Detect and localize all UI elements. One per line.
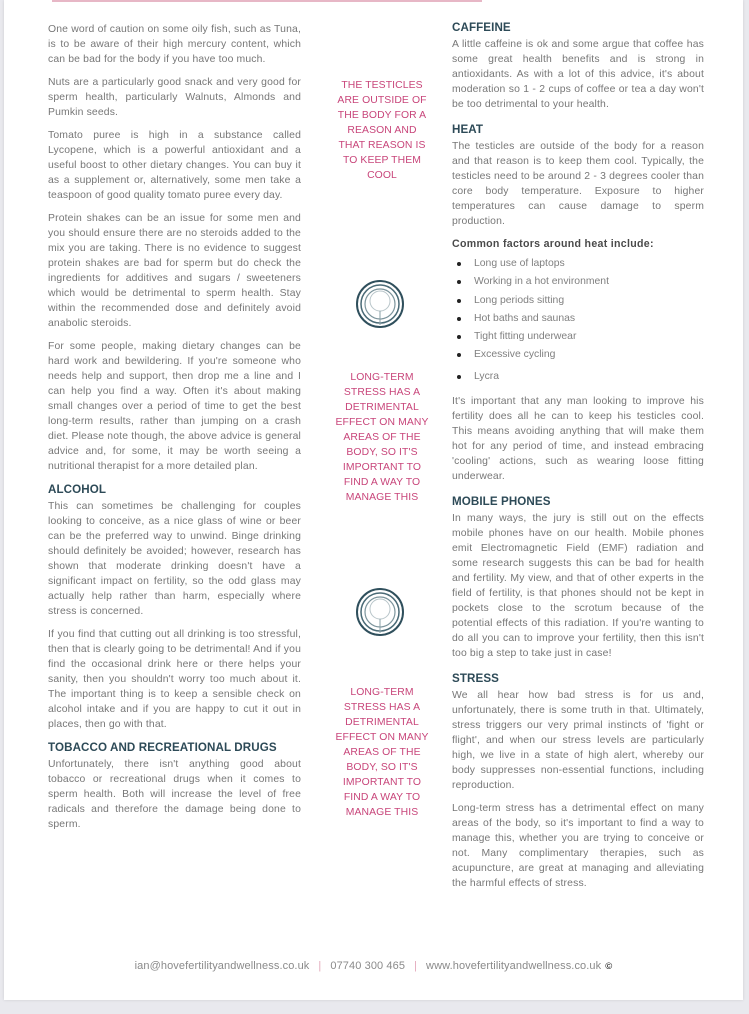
dietary-support-paragraph: For some people, making dietary changes can be hard work and bewildering. If you're someone who needs help and support, then drop me a line and I can help you find a way. Often it's about making small changes over a period of time to get the best long-term results, rather than jumping on a crash diet. Please note though, the above advice is general advice and, for some, it may be worth seeing a nutritional therapist for a more detailed plan. (48, 341, 301, 472)
list-item (452, 255, 704, 273)
list-item (452, 346, 704, 364)
list-item-text: Hot baths and saunas (474, 312, 576, 324)
concentric-circles-logo-icon (354, 586, 406, 638)
tobacco-paragraph: Unfortunately, there isn't anything good about tobacco or recreational drugs when it comes to sperm health. Both will increase the level of free radicals and therefore the damage being done to sperm. (48, 759, 301, 830)
footer-separator: | (414, 960, 418, 972)
pull-quote: LONG-TERM STRESS HAS A DETRIMENTAL EFFECT ON MANY AREAS OF THE BODY, SO IT'S IMPORTANT TO FIND A WAY TO MANAGE THIS (335, 372, 429, 503)
list-item-text: Lycra (474, 370, 500, 382)
top-divider (52, 0, 482, 2)
list-item-text: Excessive cycling (474, 349, 556, 361)
heat-factors-label: Common factors around heat include: (452, 238, 654, 250)
bullet-icon (457, 317, 461, 321)
footer-email-link[interactable]: ian@hovefertilityandwellness.co.uk (134, 960, 310, 972)
list-item (452, 292, 704, 310)
stress-paragraph: We all hear how bad stress is for us and, unfortunately, there is some truth in that. Ultimately, stress triggers our very primal instincts of 'fight or flight', and when our stress levels are particularly high, we live in a state of high alert, whereby our body suppresses non-essential functions, including reproduction. (452, 690, 704, 792)
bullet-icon (457, 299, 461, 303)
nuts-paragraph: Nuts are a particularly good snack and very good for sperm health, particularly Walnuts, Almonds and Pumkin seeds. (48, 77, 301, 118)
bullet-icon (457, 375, 461, 379)
caffeine-heading: CAFFEINE (452, 21, 511, 34)
list-item-text: Working in a hot environment (474, 276, 609, 288)
footer-website-link[interactable]: www.hovefertilityandwellness.co.uk (426, 960, 602, 972)
bullet-icon (457, 280, 461, 284)
stress-paragraph: Long-term stress has a detrimental effect on many areas of the body, so it's important to find a way to manage this, whether you are trying to conceive or not. Many complimentary therapies, such as acupuncture, are great at managing and alleviating the harmful effects of stress. (452, 803, 704, 890)
mobile-phones-paragraph: In many ways, the jury is still out on the effects mobile phones have on our health. Mobile phones emit Electromagnetic Field (EMF) radiation and some research suggests this can be bad for health and fertility. My view, and that of other experts in the field of fertility, is that phones should not be kept in pockets close to the scrotum because of the potential effects of this radiation. If you're wanting to do all you can to improve your fertility, then this isn't too big a step to take just in case! (452, 513, 704, 660)
tomato-paragraph: Tomato puree is high in a substance called Lycopene, which is a powerful antioxidant and a useful boost to other dietary changes. You can buy it as a supplement or, alternatively, some men take a teaspoon of good quality tomato puree every day. (48, 130, 301, 201)
pull-quote: LONG-TERM STRESS HAS A DETRIMENTAL EFFECT ON MANY AREAS OF THE BODY, SO IT'S IMPORTANT TO FIND A WAY TO MANAGE THIS (335, 687, 429, 818)
alcohol-heading: ALCOHOL (48, 483, 107, 496)
footer-separator: | (318, 960, 322, 972)
list-item (452, 328, 704, 346)
document-page (4, 0, 743, 1000)
heat-paragraph: The testicles are outside of the body for a reason and that reason is to keep them cool. Typically, the testicles need to be around 2 - 3 degrees cooler than core body temperature. Exposure to higher temperatures can cause damage to sperm production. (452, 141, 704, 227)
footer-phone[interactable]: 07740 300 465 (330, 960, 406, 972)
caffeine-paragraph: A little caffeine is ok and some argue that coffee has some great health benefits and is strong in antioxidants. As with a lot of this advice, it's about moderation so 1 - 2 cups of coffee or tea a day won't be too detrimental to your health. (452, 39, 704, 110)
bullet-icon (457, 353, 461, 357)
heat-heading: HEAT (452, 123, 484, 136)
list-item (452, 273, 704, 291)
tobacco-heading: TOBACCO AND RECREATIONAL DRUGS (48, 741, 277, 754)
bullet-icon (457, 262, 461, 266)
heat-factors-list (452, 255, 704, 386)
right-column (452, 20, 704, 899)
protein-shakes-paragraph: Protein shakes can be an issue for some men and you should ensure there are no steroids added to the mix you are taking. There is no evidence to suggest protein shakes are bad for sperm but do check the ingredients for additives and sugars / sweeteners which would be detrimental to sperm health. Stay within the recommended dose and definitely avoid anabolic steroids. (48, 213, 301, 329)
footer (4, 960, 743, 972)
stress-heading: STRESS (452, 672, 499, 686)
list-item-text: Long use of laptops (474, 258, 565, 269)
list-item (452, 368, 704, 386)
alcohol-paragraph: If you find that cutting out all drinking is too stressful, then that is clearly going to be detrimental! And if you find the occasional drink here or there helps your sanity, then you shouldn't worry too much about it. The important thing is to keep a sensible check on alcohol intake and if you are happy to cut it out in places, then go with that. (48, 629, 301, 730)
oily-fish-paragraph: One word of caution on some oily fish, such as Tuna, is to be aware of their high mercury content, which can be bad for the body if you have too much. (48, 24, 301, 65)
pull-quote: THE TESTICLES ARE OUTSIDE OF THE BODY FOR A REASON AND THAT REASON IS TO KEEP THEM COOL (337, 80, 427, 181)
alcohol-paragraph: This can sometimes be challenging for couples looking to conceive, as a nice glass of wine or beer can be the preferred way to unwind. Binge drinking should definitely be avoided; however, research has shown that moderate drinking doesn't have a significant impact on fertility, so the odd glass may actually help rather than harm, especially where stress is concerned. (48, 501, 301, 617)
concentric-circles-logo-icon (354, 278, 406, 330)
list-item (452, 310, 704, 328)
bullet-icon (457, 335, 461, 339)
list-item-text: Tight fitting underwear (474, 331, 577, 343)
left-column (48, 22, 301, 840)
heat-closing-paragraph: It's important that any man looking to improve his fertility does all he can to keep his testicles cool. This means avoiding anything that will make them hot for any period of time, and instead embracing 'cooling' actions, such as wearing loose fitting underwear. (452, 396, 704, 483)
copyright-icon: © (605, 961, 613, 972)
mobile-phones-heading: MOBILE PHONES (452, 495, 551, 509)
list-item-text: Long periods sitting (474, 294, 565, 306)
